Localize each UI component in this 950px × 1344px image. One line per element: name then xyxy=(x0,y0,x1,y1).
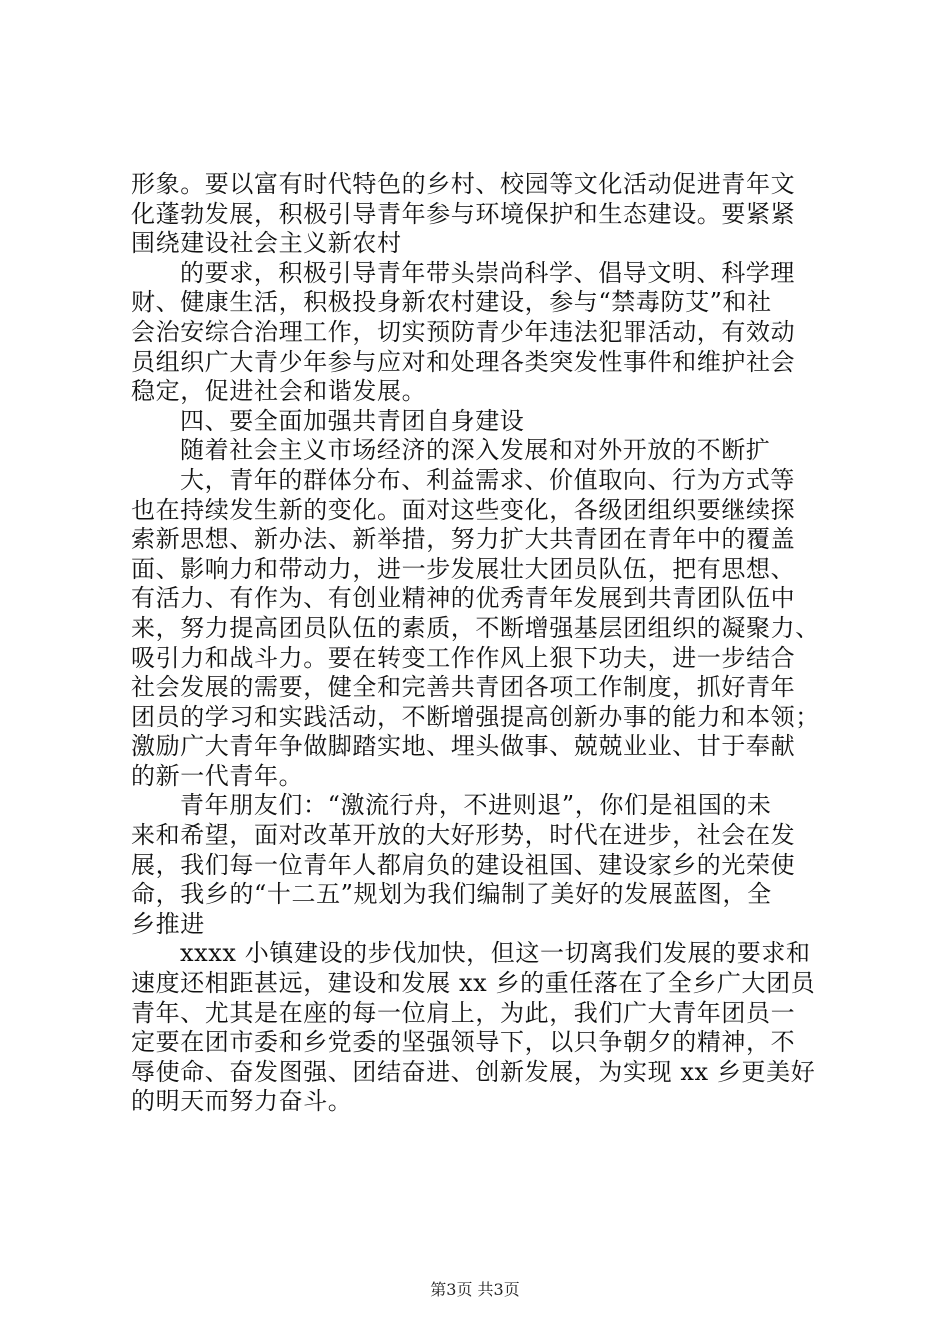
text-line: 索新思想、新办法、新举措，努力扩大共青团在青年中的覆盖 xyxy=(131,525,796,554)
text-line: 青年朋友们：“激流行舟，不进则退”，你们是祖国的未 xyxy=(180,791,772,820)
text-line: 财、健康生活，积极投身新农村建设，参与“禁毒防艾”和社 xyxy=(131,288,772,317)
text-line: 青年、尤其是在座的每一位肩上，为此，我们广大青年团员一 xyxy=(131,998,796,1027)
document-body xyxy=(131,170,831,1117)
text-line: 社会发展的需要，健全和完善共青团各项工作制度，抓好青年 xyxy=(131,673,796,702)
text-line: 吸引力和战斗力。要在转变工作作风上狠下功夫，进一步结合 xyxy=(131,643,796,672)
text-line: 大，青年的群体分布、利益需求、价值取向、行为方式等 xyxy=(180,465,795,494)
text-line: 有活力、有作为、有创业精神的优秀青年发展到共青团队伍中 xyxy=(131,584,796,613)
text-line: 激励广大青年争做脚踏实地、埋头做事、兢兢业业、甘于奉献 xyxy=(131,732,796,761)
text-line: 的明天而努力奋斗。 xyxy=(131,1087,353,1116)
text-line: 随着社会主义市场经济的深入发展和对外开放的不断扩 xyxy=(180,436,771,465)
text-line: 展，我们每一位青年人都肩负的建设祖国、建设家乡的光荣使 xyxy=(131,850,796,879)
text-line: 速度还相距甚远，建设和发展 xx 乡的重任落在了全乡广大团员 xyxy=(131,969,816,998)
text-line: 来和希望，面对改革开放的大好形势，时代在进步，社会在发 xyxy=(131,821,796,850)
text-line: 也在持续发生新的变化。面对这些变化，各级团组织要继续探 xyxy=(131,495,796,524)
text-line: 围绕建设社会主义新农村 xyxy=(131,229,402,258)
text-line: 辱使命、奋发图强、团结奋进、创新发展，为实现 xx 乡更美好 xyxy=(131,1057,816,1086)
text-line: 命，我乡的“十二五”规划为我们编制了美好的发展蓝图，全 xyxy=(131,880,772,909)
page-number-footer: 第3页 共3页 xyxy=(430,1280,520,1299)
text-line: 团员的学习和实践活动，不断增强提高创新办事的能力和本领； xyxy=(131,702,820,731)
text-line: 会治安综合治理工作，切实预防青少年违法犯罪活动，有效动 xyxy=(131,317,796,346)
text-line: 乡推进 xyxy=(131,909,205,938)
text-line: 定要在团市委和乡党委的坚强领导下，以只争朝夕的精神，不 xyxy=(131,1028,796,1057)
text-line: 的新一代青年。 xyxy=(131,761,304,790)
text-line: xxxx 小镇建设的步伐加快，但这一切离我们发展的要求和 xyxy=(180,939,811,968)
text-line: 稳定，促进社会和谐发展。 xyxy=(131,377,427,406)
text-line: 员组织广大青少年参与应对和处理各类突发性事件和维护社会 xyxy=(131,347,796,376)
section-heading: 四、要全面加强共青团自身建设 xyxy=(180,406,525,435)
text-line: 形象。要以富有时代特色的乡村、校园等文化活动促进青年文 xyxy=(131,170,796,198)
text-line: 的要求，积极引导青年带头崇尚科学、倡导文明、科学理 xyxy=(180,258,795,287)
text-line: 面、影响力和带动力，进一步发展壮大团员队伍，把有思想、 xyxy=(131,554,796,583)
text-line: 来，努力提高团员队伍的素质，不断增强基层团组织的凝聚力、 xyxy=(131,613,820,642)
text-line: 化蓬勃发展，积极引导青年参与环境保护和生态建设。要紧紧 xyxy=(131,199,796,228)
